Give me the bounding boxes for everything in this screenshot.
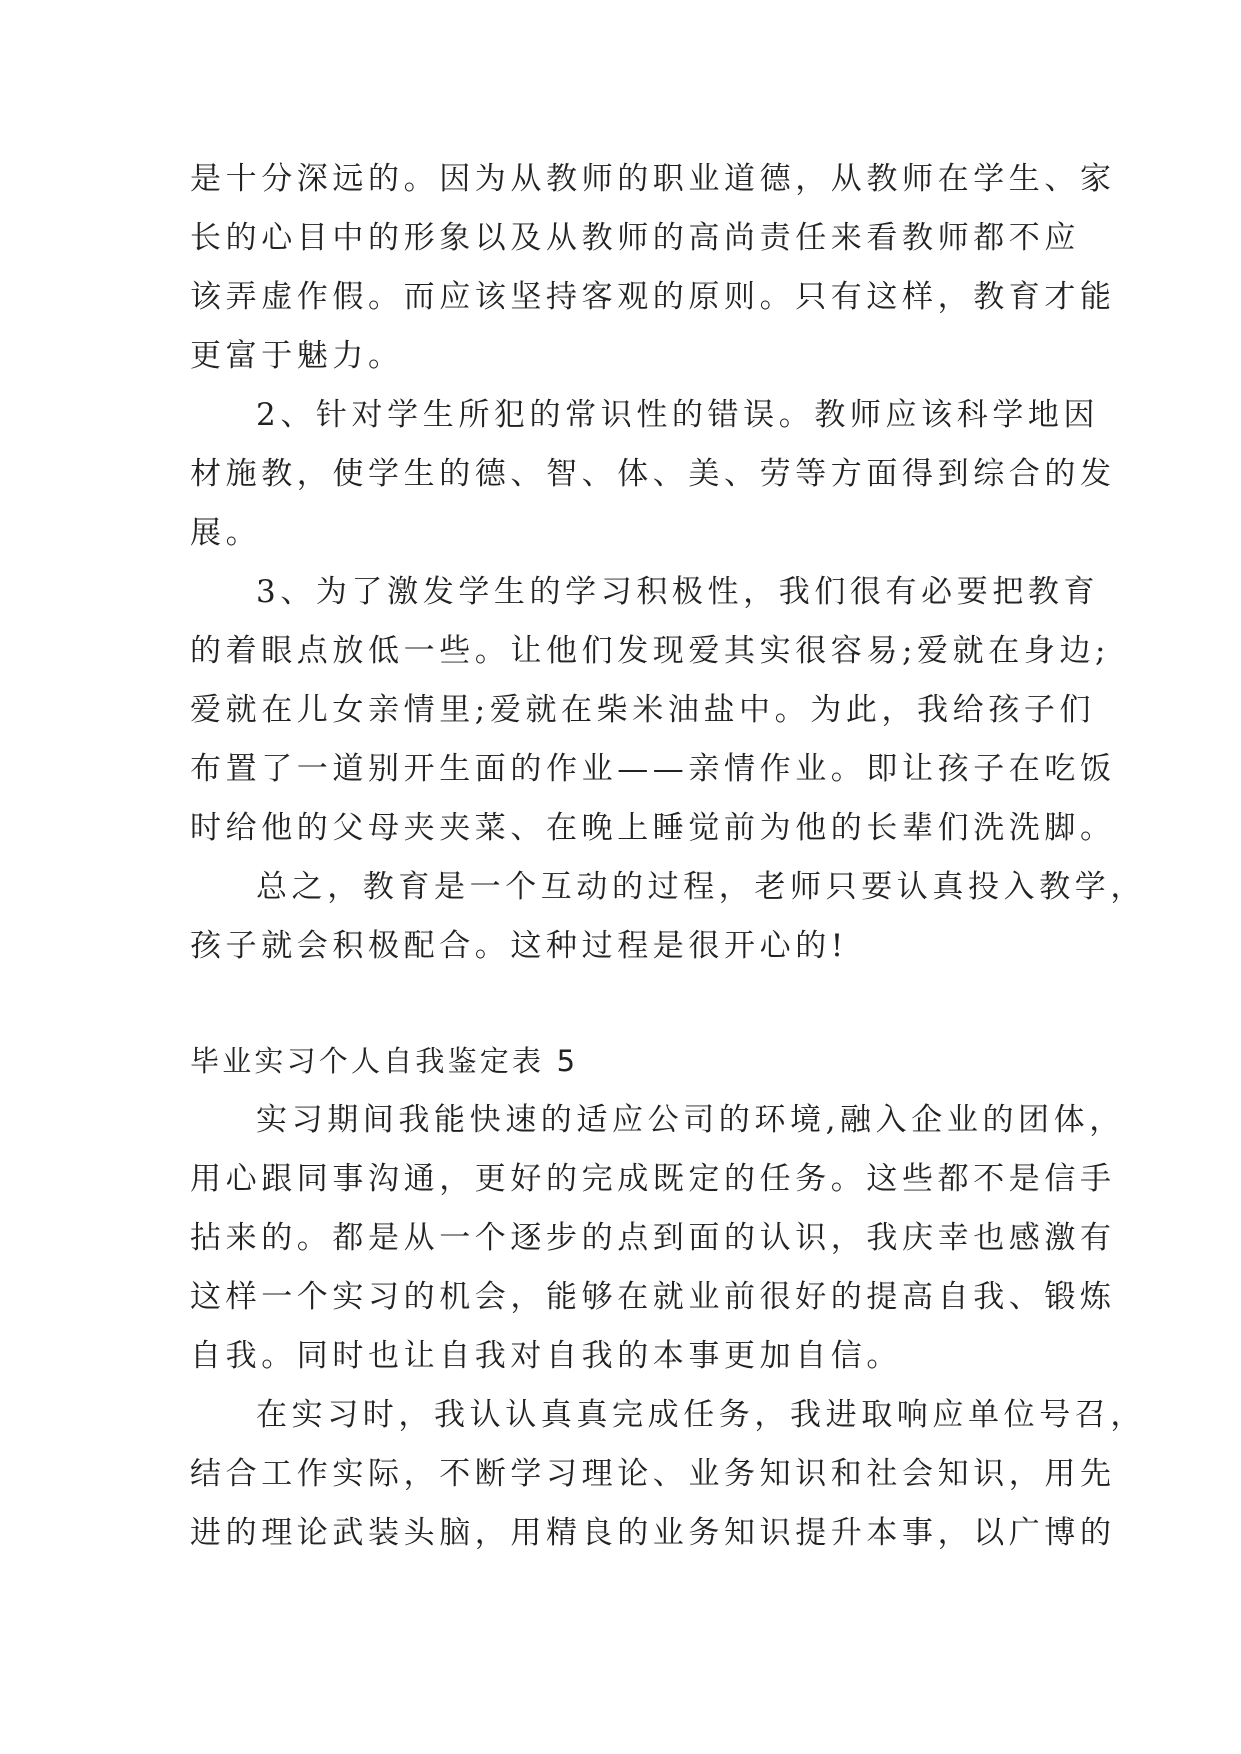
text-line: 布置了一道别开生面的作业——亲情作业。即让孩子在吃饭	[190, 751, 1116, 787]
paragraph-4	[190, 858, 1146, 976]
text-line: 更富于魅力。	[190, 338, 404, 374]
paragraph-2	[190, 386, 1116, 563]
text-line: 材施教，使学生的德、智、体、美、劳等方面得到综合的发	[190, 456, 1116, 492]
text-line: 孩子就会积极配合。这种过程是很开心的!	[190, 928, 848, 964]
text-line: 总之，教育是一个互动的过程，老师只要认真投入教学，	[256, 869, 1146, 905]
section-title: 毕业实习个人自我鉴定表 5	[190, 1044, 579, 1078]
text-line: 该弄虚作假。而应该坚持客观的原则。只有这样，教育才能	[190, 279, 1116, 315]
text-line: 的着眼点放低一些。让他们发现爱其实很容易;爱就在身边;	[190, 633, 1111, 669]
text-line: 爱就在儿女亲情里;爱就在柴米油盐中。为此，我给孩子们	[190, 692, 1096, 728]
document-page	[190, 150, 1146, 1563]
text-line: 进的理论武装头脑，用精良的业务知识提升本事，以广博的	[190, 1515, 1116, 1551]
text-line: 这样一个实习的机会，能够在就业前很好的提高自我、锻炼	[190, 1279, 1116, 1315]
text-line: 是十分深远的。因为从教师的职业道德，从教师在学生、家	[190, 161, 1116, 197]
text-line: 自我。同时也让自我对自我的本事更加自信。	[190, 1338, 902, 1374]
text-line: 用心跟同事沟通，更好的完成既定的任务。这些都不是信手	[190, 1161, 1116, 1197]
paragraph-3	[190, 563, 1116, 858]
text-line: 实习期间我能快速的适应公司的环境,融入企业的团体，	[256, 1102, 1125, 1138]
paragraph-6	[190, 1386, 1146, 1563]
text-line: 拈来的。都是从一个逐步的点到面的认识，我庆幸也感激有	[190, 1220, 1116, 1256]
text-line: 3、为了激发学生的学习积极性，我们很有必要把教育	[256, 574, 1100, 610]
text-line: 时给他的父母夹夹菜、在晚上睡觉前为他的长辈们洗洗脚。	[190, 810, 1116, 846]
text-line: 在实习时，我认认真真完成任务，我进取响应单位号召，	[256, 1397, 1146, 1433]
text-line: 长的心目中的形象以及从教师的高尚责任来看教师都不应	[190, 220, 1080, 256]
paragraph-1	[190, 150, 1116, 386]
text-line: 2、针对学生所犯的常识性的错误。教师应该科学地因	[256, 397, 1100, 433]
text-line: 展。	[190, 515, 262, 551]
text-line: 结合工作实际，不断学习理论、业务知识和社会知识，用先	[190, 1456, 1116, 1492]
section-gap	[190, 976, 1070, 1032]
paragraph-5	[190, 1091, 1125, 1386]
